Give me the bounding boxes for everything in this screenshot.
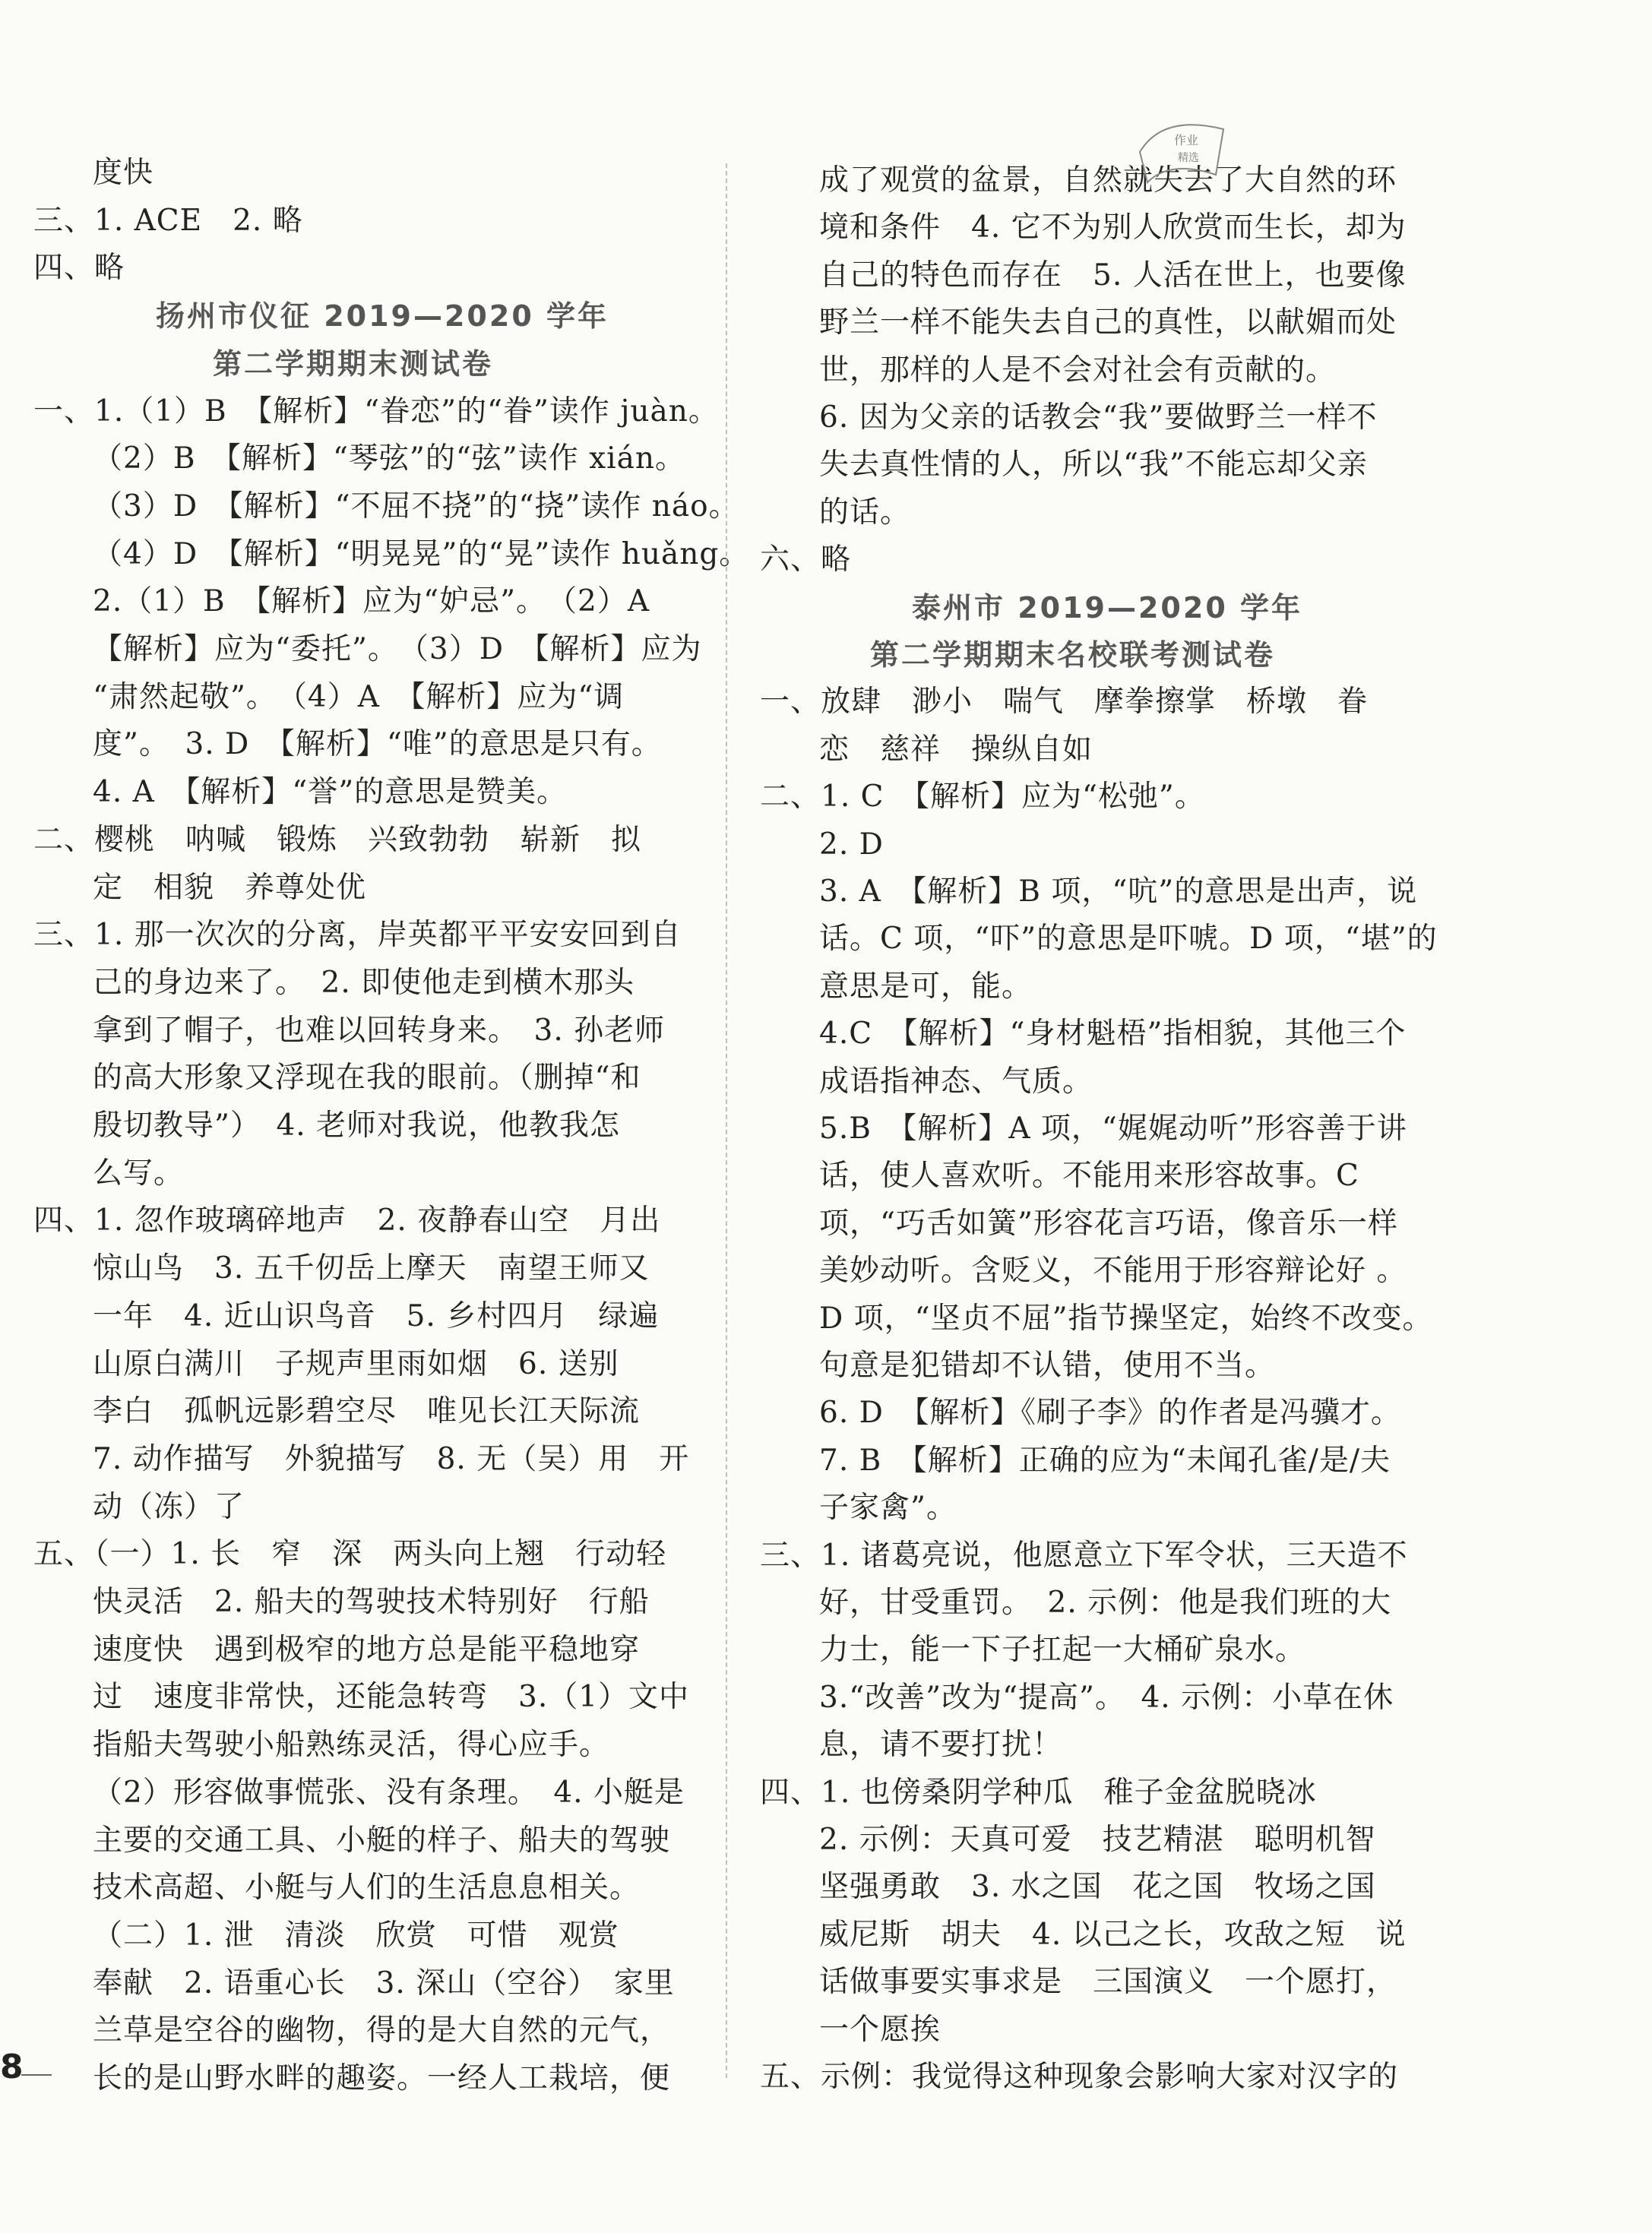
answer-line: 好，甘受重罚。 2. 示例：他是我们班的大 [819,1586,1392,1620]
answer-line: （2）B 【解析】“琴弦”的“弦”读作 xián。 [93,441,685,476]
answer-line: 殷切教导”） 4. 老师对我说，他教我怎 [93,1109,621,1143]
answer-line: 息，请不要打扰！ [819,1728,1063,1763]
answer-line: 六、略 [760,542,852,577]
answer-line: 威尼斯 胡夫 4. 以己之长，攻敌之短 说 [819,1917,1407,1952]
answer-line: “肃然起敬”。 （4）A 【解析】应为“调 [93,679,625,714]
answer-line: D 项，“坚贞不屈”指节操坚定，始终不改变。 [819,1301,1433,1336]
column-divider [726,163,727,2078]
page-number: 8 [0,2048,24,2086]
answer-line: 三、1. 诸葛亮说，他愿意立下军令状，三天造不 [760,1538,1408,1573]
answer-line: 3.“改善”改为“提高”。 4. 示例：小草在休 [819,1680,1394,1715]
answer-line: 4. A 【解析】“誉”的意思是赞美。 [93,775,568,810]
answer-line: 技术高超、小艇与人们的生活息息相关。 [93,1871,641,1906]
answer-line: 奉献 2. 语重心长 3. 深山（空谷） 家里 [93,1966,675,2001]
answer-line: （4）D 【解析】“明晃晃”的“晃”读作 huǎng。 [93,536,750,571]
answer-line: 二、1. C 【解析】应为“松弛”。 [760,780,1205,814]
answer-line: 力士，能一下子扛起一大桶矿泉水。 [819,1633,1306,1668]
answer-line: 恋 慈祥 操纵自如 [819,732,1093,767]
answer-line: 世，那样的人是不会对社会有贡献的。 [819,353,1337,387]
answer-line: 自己的特色而存在 5. 人活在世上，也要像 [819,258,1407,293]
answer-line: 成了观赏的盆景，自然就失去了大自然的环 [819,163,1397,198]
answer-line: 五、（一）1. 长 窄 深 两头向上翘 行动轻 [33,1537,667,1572]
answer-line: 么写。 [93,1156,185,1191]
stamp-line2: 精选 [1178,152,1199,164]
answer-line: （二）1. 泄 清淡 欣赏 可惜 观赏 [93,1918,619,1953]
answer-line: 定 相貌 养尊处优 [93,870,367,905]
answer-line: 山原白满川 子规声里雨如烟 6. 送别 [93,1346,619,1381]
answer-line: 己的身边来了。 2. 即使他走到横木那头 [93,965,635,1000]
answer-line: 四、1. 忽作玻璃碎地声 2. 夜静春山空 月出 [33,1203,661,1238]
section-title: 第二学期期末测试卷 [213,346,494,381]
answer-line: 意思是可，能。 [819,969,1033,1004]
answer-line: 项，“巧舌如簧”形容花言巧语，像音乐一样 [819,1206,1398,1241]
answer-line: 拿到了帽子，也难以回转身来。 3. 孙老师 [93,1013,666,1048]
answer-line: 成语指神态、气质。 [819,1064,1093,1099]
answer-line: 3. A 【解析】B 项，“吭”的意思是出声，说 [819,875,1418,909]
answer-line: 境和条件 4. 它不为别人欣赏而生长，却为 [819,210,1407,245]
answer-line: 美妙动听。含贬义，不能用于形容辩论好 。 [819,1254,1407,1289]
answer-line: 坚强勇敢 3. 水之国 花之国 牧场之国 [819,1870,1376,1905]
answer-line: 子家禽”。 [819,1491,957,1526]
answer-line: 兰草是空谷的幽物，得的是大自然的元气， [93,2013,671,2048]
answer-line: 四、1. 也傍桑阴学种瓜 稚子金盆脱晓冰 [760,1775,1317,1810]
answer-line: 四、略 [33,251,125,286]
answer-line: 2.（1）B 【解析】应为“妒忌”。 （2）A [93,584,650,619]
answer-line: 度”。 3. D 【解析】“唯”的意思是只有。 [93,727,662,762]
watermark-stamp [1132,106,1235,190]
answer-line: 过 速度非常快，还能急转弯 3.（1）文中 [93,1680,690,1715]
answer-line: 惊山鸟 3. 五千仞岳上摩天 南望王师又 [93,1251,650,1286]
answer-line: 7. 动作描写 外貌描写 8. 无（吴）用 开 [93,1441,690,1476]
answer-line: 度快 [93,156,154,190]
answer-line: 2. 示例：天真可爱 技艺精湛 聪明机智 [819,1823,1376,1857]
answer-line: 【解析】应为“委托”。 （3）D 【解析】应为 [93,632,702,666]
answer-line: 失去真性情的人，所以“我”不能忘却父亲 [819,448,1368,482]
answer-line: 快灵活 2. 船夫的驾驶技术特别好 行船 [93,1585,650,1619]
answer-line: 一、放肆 渺小 喘气 摩拳擦掌 桥墩 眷 [760,685,1369,720]
answer-line: （2）形容做事慌张、没有条理。 4. 小艇是 [93,1775,685,1810]
answer-line: 的话。 [819,495,911,530]
answer-line: 话，使人喜欢听。不能用来形容故事。C [819,1159,1359,1194]
answer-line: 速度快 遇到极窄的地方总是能平稳地穿 [93,1632,641,1667]
answer-line: 三、1. 那一次次的分离，岸英都平平安安回到自 [33,918,682,953]
answer-line: 一年 4. 近山识鸟音 5. 乡村四月 绿遍 [93,1298,660,1333]
answer-line: 动（冻）了 [93,1489,245,1524]
page-number-rule [21,2074,52,2076]
answer-line: 二、樱桃 呐喊 锻炼 兴致勃勃 崭新 拟 [33,822,642,857]
answer-line: 话。C 项，“吓”的意思是吓唬。D 项，“堪”的 [819,922,1438,957]
section-title: 扬州市仪征 2019—2020 学年 [156,299,609,334]
answer-line: 野兰一样不能失去自己的真性，以献媚而处 [819,305,1397,340]
answer-line: 指船夫驾驶小船熟练灵活，得心应手。 [93,1728,610,1763]
answer-line: 长的是山野水畔的趣姿。一经人工栽培，便 [93,2061,671,2095]
answer-line: 7. B 【解析】正确的应为“未闻孔雀/是/夫 [819,1443,1391,1478]
answer-line: 6. 因为父亲的话教会“我”要做野兰一样不 [819,400,1378,435]
answer-line: （3）D 【解析】“不屈不挠”的“挠”读作 náo。 [93,489,739,523]
section-title: 泰州市 2019—2020 学年 [912,590,1302,625]
answer-line: 主要的交通工具、小艇的样子、船夫的驾驶 [93,1823,671,1858]
answer-line: 一、1.（1）B 【解析】“眷恋”的“眷”读作 juàn。 [33,394,719,429]
answer-line: 2. D [819,827,884,862]
answer-line: 句意是犯错却不认错，使用不当。 [819,1349,1276,1383]
answer-line: 三、1. ACE 2. 略 [33,203,303,238]
answer-line: 话做事要实事求是 三国演义 一个愿打， [819,1965,1397,2000]
answer-line: 五、示例：我觉得这种现象会影响大家对汉字的 [760,2060,1399,2094]
answer-line: 4.C 【解析】“身材魁梧”指相貌，其他三个 [819,1017,1407,1052]
section-title: 第二学期期末名校联考测试卷 [870,638,1276,672]
answer-line: 5.B 【解析】A 项，“娓娓动听”形容善于讲 [819,1112,1407,1146]
answer-line: 的高大形象又浮现在我的眼前。（删掉“和 [93,1061,641,1096]
answer-line: 李白 孤帆远影碧空尽 唯见长江天际流 [93,1394,641,1429]
answer-line: 一个愿挨 [819,2012,942,2047]
answer-line: 6. D 【解析】《刷子李》的作者是冯骥才。 [819,1396,1401,1431]
stamp-line1: 作业 [1174,133,1199,147]
